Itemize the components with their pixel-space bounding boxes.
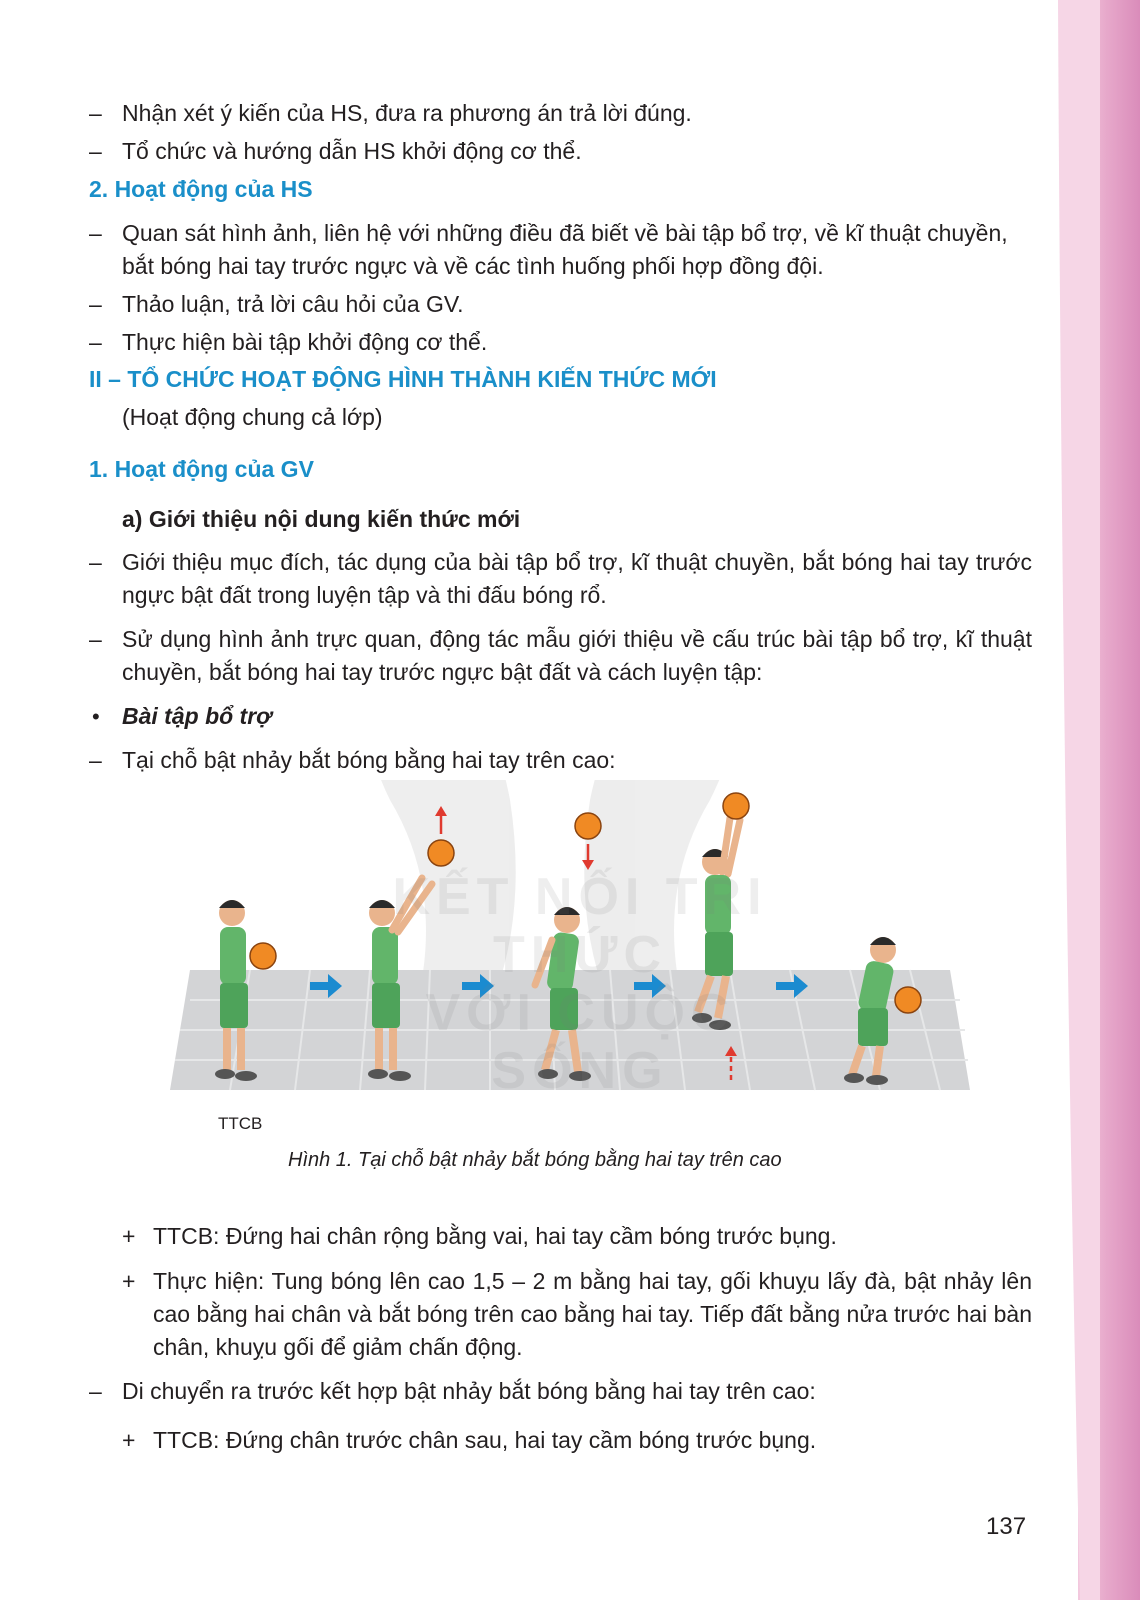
bullet-marker: • (92, 704, 100, 729)
dash-marker: – (89, 549, 102, 575)
detail-move: Di chuyển ra trước kết hợp bật nhảy bắt bóng bằng hai tay trên cao: (122, 1378, 816, 1404)
hs-item-2: Thảo luận, trả lời câu hỏi của GV. (122, 291, 464, 317)
remark-2: Tổ chức và hướng dẫn HS khởi động cơ thể. (122, 138, 582, 164)
dash-marker: – (89, 291, 102, 317)
dash-marker: – (89, 138, 102, 164)
subheading-a: a) Giới thiệu nội dung kiến thức mới (122, 506, 521, 532)
page-number: 137 (986, 1513, 1027, 1540)
detail-ttcb-1: TTCB: Đứng hai chân rộng bằng vai, hai tay cầm bóng trước bụng. (153, 1223, 837, 1249)
gv-item-3: Tại chỗ bật nhảy bắt bóng bằng hai tay trên cao: (122, 747, 616, 773)
detail-ttcb-2: TTCB: Đứng chân trước chân sau, hai tay cầm bóng trước bụng. (153, 1427, 817, 1453)
hs-item-1-line-2: bắt bóng hai tay trước ngực và về các tình huống phối hợp đồng đội. (122, 253, 824, 279)
hs-item-3: Thực hiện bài tập khởi động cơ thể. (122, 329, 488, 355)
plus-marker: + (122, 1223, 136, 1249)
hs-item-1-line-1: Quan sát hình ảnh, liên hệ với những điều đã biết về bài tập bổ trợ, về kĩ thuật chuyền, (122, 220, 1008, 246)
figure-caption: Hình 1. Tại chỗ bật nhảy bắt bóng bằng hai tay trên cao (288, 1149, 782, 1171)
section-ii-subtitle: (Hoạt động chung cả lớp) (122, 404, 383, 430)
heading-section-ii: II – TỔ CHỨC HOẠT ĐỘNG HÌNH THÀNH KIẾN THỨC MỚI (89, 366, 717, 392)
bullet-bai-tap-bo-tro: Bài tập bổ trợ (122, 703, 272, 729)
gv-item-1: Giới thiệu mục đích, tác dụng của bài tập bổ trợ, kĩ thuật chuyền, bắt bóng hai tay trước ngực bật đất trong luyện tập và thi đấu bóng rổ. (122, 549, 1032, 608)
gv-item-2: Sử dụng hình ảnh trực quan, động tác mẫu giới thiệu về cấu trúc bài tập bổ trợ, kĩ thuật chuyền, bắt bóng hai tay trước ngực bật đất và cách luyện tập: (122, 626, 1032, 685)
remark-1: Nhận xét ý kiến của HS, đưa ra phương án trả lời đúng. (122, 100, 692, 126)
dash-marker: – (89, 747, 102, 773)
dash-marker: – (89, 100, 102, 126)
heading-gv-activity: 1. Hoạt động của GV (89, 456, 314, 482)
page-side-curve (1040, 0, 1100, 1600)
figure-label-ttcb: TTCB (218, 1114, 263, 1133)
detail-thuc-hien: Thực hiện: Tung bóng lên cao 1,5 – 2 m bằng hai tay, gối khuỵu lấy đà, bật nhảy lên cao bằng hai chân và bắt bóng trên cao bằng hai tay. Tiếp đất bằng nửa trước hai bàn chân, khuỵu gối để giảm chấn động. (153, 1268, 1032, 1360)
dash-marker: – (89, 220, 102, 246)
dash-marker: – (89, 1378, 102, 1404)
plus-marker: + (122, 1427, 136, 1453)
watermark-text: KẾT NỐI TRI THỨC VỚI CUỘC SỐNG (392, 868, 768, 1100)
heading-hs-activity: 2. Hoạt động của HS (89, 176, 313, 202)
dash-marker: – (89, 329, 102, 355)
plus-marker: + (122, 1268, 136, 1294)
dash-marker: – (89, 626, 102, 652)
